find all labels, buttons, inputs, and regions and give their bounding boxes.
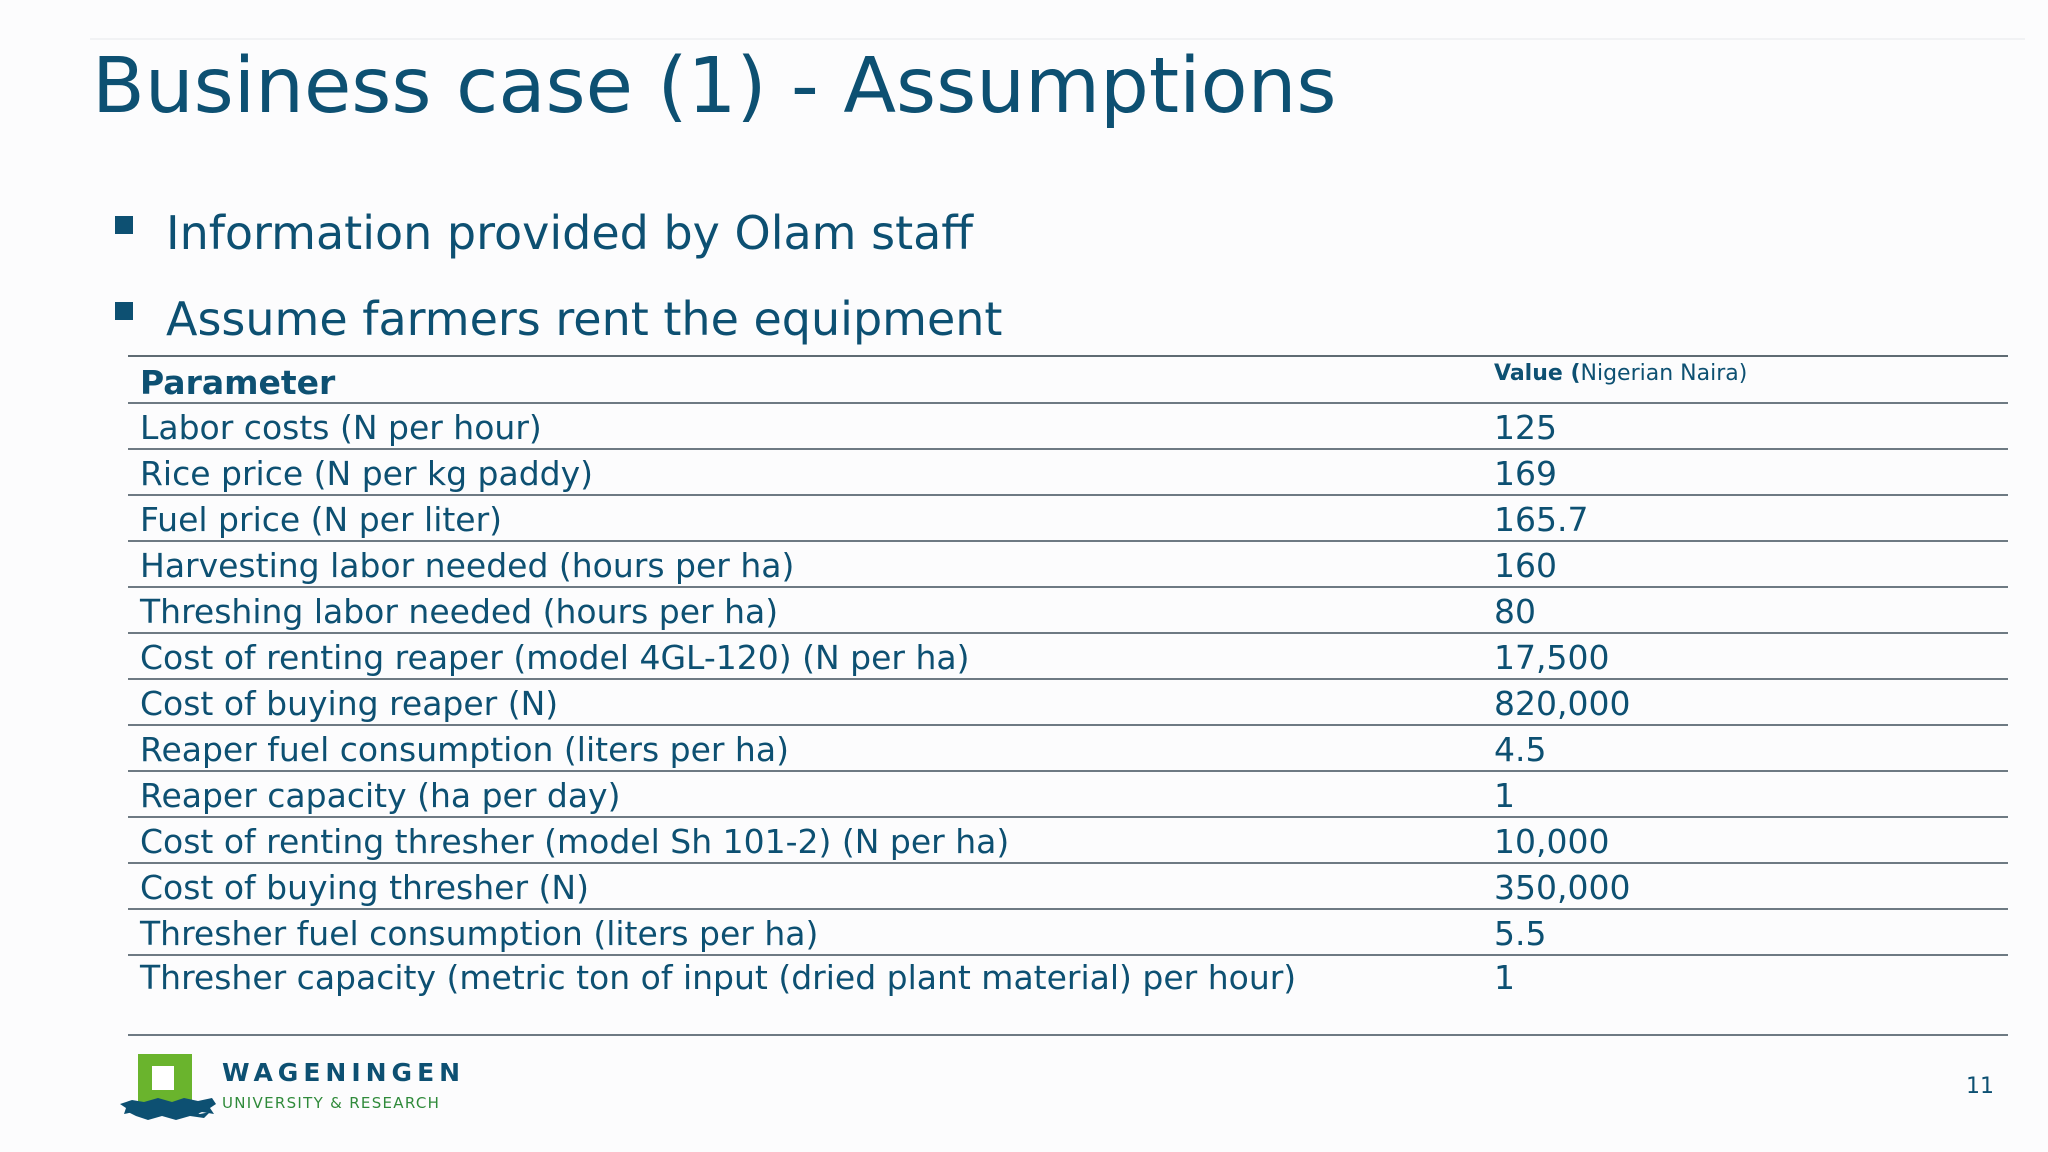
table-row xyxy=(128,402,2008,448)
table-row xyxy=(128,448,2008,494)
parameter-cell: Harvesting labor needed (hours per ha) xyxy=(140,546,795,585)
assumptions-table xyxy=(128,355,2008,1036)
logo-wordmark: WAGENINGEN xyxy=(222,1058,466,1087)
table-row xyxy=(128,586,2008,632)
column-header-value-bold: Value ( xyxy=(1494,361,1581,386)
column-header-parameter: Parameter xyxy=(140,363,336,402)
value-cell: 10,000 xyxy=(1494,822,1610,861)
value-cell: 169 xyxy=(1494,454,1557,493)
table-row xyxy=(128,678,2008,724)
bullet-square-icon xyxy=(115,302,133,320)
value-cell: 165.7 xyxy=(1494,500,1589,539)
table-row xyxy=(128,632,2008,678)
column-header-value-unit: Nigerian Naira) xyxy=(1580,361,1748,386)
parameter-cell: Cost of renting thresher (model Sh 101-2) (N per ha) xyxy=(140,822,1010,861)
table-row xyxy=(128,724,2008,770)
table-row xyxy=(128,908,2008,954)
value-cell: 1 xyxy=(1494,958,1515,997)
parameter-cell: Threshing labor needed (hours per ha) xyxy=(140,592,779,631)
table-row xyxy=(128,770,2008,816)
table-row xyxy=(128,862,2008,908)
bullet-item xyxy=(112,195,1002,281)
value-cell: 125 xyxy=(1494,408,1557,447)
wageningen-logo-icon xyxy=(118,1052,218,1128)
value-cell: 5.5 xyxy=(1494,914,1547,953)
parameter-cell: Cost of buying reaper (N) xyxy=(140,684,559,723)
wageningen-logo xyxy=(118,1052,478,1128)
value-cell: 820,000 xyxy=(1494,684,1631,723)
table-row xyxy=(128,540,2008,586)
value-cell: 160 xyxy=(1494,546,1557,585)
table-row xyxy=(128,954,2008,1036)
value-cell: 80 xyxy=(1494,592,1536,631)
bullet-text: Information provided by Olam staff xyxy=(166,206,973,260)
table-header-row xyxy=(128,355,2008,402)
page-number: 11 xyxy=(1966,1074,1994,1099)
parameter-cell: Cost of renting reaper (model 4GL-120) (N per ha) xyxy=(140,638,970,677)
parameter-cell: Rice price (N per kg paddy) xyxy=(140,454,594,493)
value-cell: 350,000 xyxy=(1494,868,1631,907)
parameter-cell: Cost of buying thresher (N) xyxy=(140,868,589,907)
parameter-cell: Thresher capacity (metric ton of input (dried plant material) per hour) xyxy=(140,958,1297,997)
table-row xyxy=(128,816,2008,862)
bullet-list xyxy=(112,195,1002,367)
parameter-cell: Fuel price (N per liter) xyxy=(140,500,503,539)
value-cell: 17,500 xyxy=(1494,638,1610,677)
parameter-cell: Labor costs (N per hour) xyxy=(140,408,542,447)
slide-title: Business case (1) - Assumptions xyxy=(92,42,1337,131)
logo-subtitle: UNIVERSITY & RESEARCH xyxy=(222,1094,441,1112)
table-row xyxy=(128,494,2008,540)
parameter-cell: Thresher fuel consumption (liters per ha) xyxy=(140,914,819,953)
parameter-cell: Reaper fuel consumption (liters per ha) xyxy=(140,730,789,769)
bullet-text: Assume farmers rent the equipment xyxy=(166,292,1003,346)
column-header-value xyxy=(1494,357,1747,388)
value-cell: 4.5 xyxy=(1494,730,1547,769)
parameter-cell: Reaper capacity (ha per day) xyxy=(140,776,621,815)
value-cell: 1 xyxy=(1494,776,1515,815)
bullet-square-icon xyxy=(115,216,133,234)
